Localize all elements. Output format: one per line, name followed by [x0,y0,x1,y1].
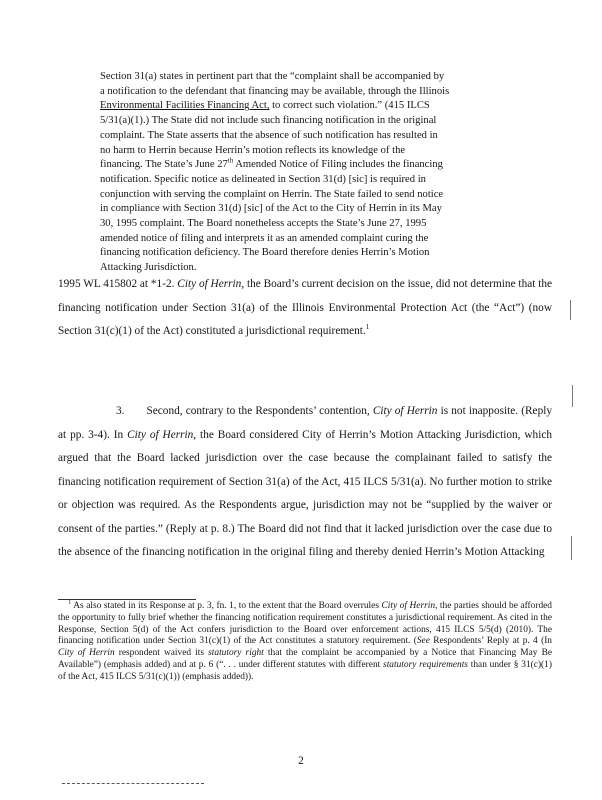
case-citation: City of Herrin [381,601,436,611]
quote-line: no harm to Herrin because Herrin’s motion reflects its knowledge of the [100,144,406,156]
quote-line: amended notice of filing and interprets it as an amended complaint curing the [100,232,429,244]
paragraph-continuation: 1995 WL 415802 at *1-2. City of Herrin, the Board’s current decision on the issue, did not determine that the financing notification under Section 31(a) of the Illinois Environmental Protection Act (the “Act”) (now Section 31(c)(1) of the Act) constituted a jurisdictional requirement.$^1$ [58,278,552,337]
paragraph-number: 3. [116,405,125,417]
paragraph-3: 3. Second, contrary to the Respondents’ contention, City of Herrin is not inapposite. (Reply at pp. 3-4). In City of Herrin, the Board considered City of Herrin’s Motion Attacking Jurisdiction, which argued that the Board lacked jurisdiction over the case because the complainant failed to satisfy the financing notification requirement of Section 31(a) of the Act, 415 ILCS 5/31(a). No further motion to strike or objection was required. As the Respondents argue, jurisdiction may not be “supplied by the waiver or consent of the parties.” (Reply at p. 8.) The Board did not find that it lacked jurisdiction over the case due to the absence of the financing notification in the original filing and thereby denied Herrin’s Motion Attacking [58,405,553,558]
emphasis: statutory right [208,648,264,659]
quote-line: notification. Specific notice as delineated in Section 31(d) [sic] is required in [100,173,426,185]
page-number: 2 [298,755,304,767]
margin-mark [571,536,572,560]
margin-mark [572,385,573,407]
statute-name: Environmental Facilities Financing Act, [100,100,270,112]
quote-line: in compliance with Section 31(d) [sic] of the Act to the City of Herrin in its May [100,203,442,215]
quote-line: 5/31(a)(1).) The State did not include such financing notification in the original [100,115,437,127]
quote-line: complaint. The State asserts that the absence of such notification has resulted in [100,129,438,141]
quote-line: 30, 1995 complaint. The Board nonetheless accepts the State’s June 27, 1995 [100,218,427,230]
quote-line: financing. The State’s June 27th Amended Notice of Filing includes the financing [100,157,443,171]
footnote-number: 1 [68,599,72,606]
quote-line: Attacking Jurisdiction. [100,262,197,274]
quote-line: a notification to the defendant that financing may be available, through the Illinois [100,85,450,97]
footnote-reference: 1 [365,322,370,332]
emphasis: statutory requirements [383,659,468,670]
quote-line: Section 31(a) states in pertinent part that the “complaint shall be accompanied by [100,71,445,82]
case-citation: City of Herrin [177,278,242,290]
block-quote [100,70,498,276]
case-citation: City of Herrin [372,405,438,417]
quote-line: financing notification deficiency. The Board therefore denies Herrin’s Motion [100,247,430,259]
quote-line: Environmental Facilities Financing Act, to correct such violation.” (415 ILCS [100,100,430,112]
case-citation: City of Herrin [58,648,115,659]
footnote-separator [58,599,196,600]
footnote: $^1$ As also stated in its Response at p. 3, fn. 1, to the extent that the Board overrules City of Herrin, the parties should be afforded the opportunity to fully brief whether the financing notification requirement constitutes a jurisdictional requirement. As cited in the Response, Section 5(d) of the Act confers jurisdiction to the Board over enforcement actions, 415 ILCS 5/5(d) (2010). The financing notification under Section 31(c)(1) of the Act constitutes a statutory requirement. (See Respondents’ Reply at p. 4 (In City of Herrin respondent waived its statutory right that the complaint be accompanied by a Notice that Financing May Be Available”) (emphasis added) and at p. 6 (“. . . under different statutes with different statutory requirements than under § 31(c)(1) of the Act, 415 ILCS 5/31(c)(1)) (emphasis added)). [58,599,552,682]
bottom-rule [62,783,204,784]
margin-mark [570,300,571,320]
case-citation: City of Herrin [127,428,194,441]
quote-line: conjunction with serving the complaint on Herrin. The State failed to send notice [100,188,444,200]
